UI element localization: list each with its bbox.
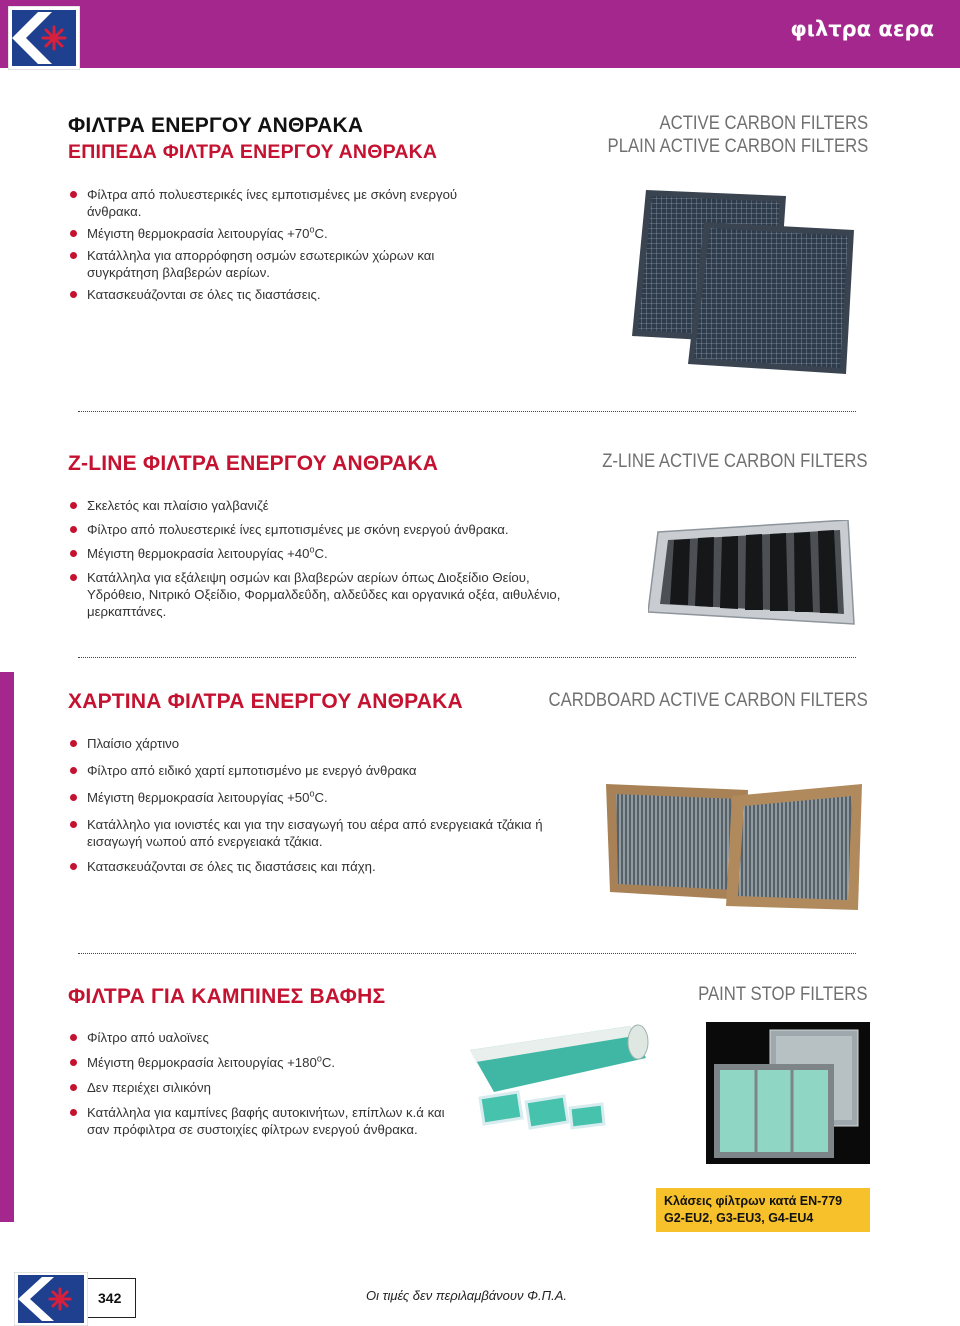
plain-carbon-filters-image bbox=[626, 188, 870, 378]
section-divider bbox=[78, 953, 856, 954]
filter-classes-values: G2-EU2, G3-EU3, G4-EU4 bbox=[664, 1211, 814, 1225]
section1-title: ΦΙΛΤΡΑ ΕΝΕΡΓΟΥ ΑΝΘΡΑΚΑ bbox=[68, 114, 364, 137]
bullet-item: Κατάλληλα για απορρόφηση οσμών εσωτερικών χώρων και συγκράτηση βλαβερών αερίων. bbox=[70, 247, 490, 281]
header-title: φιλτρα αερα bbox=[790, 17, 934, 41]
footer-vat-note: Οι τιμές δεν περιλαμβάνουν Φ.Π.Α. bbox=[366, 1288, 567, 1303]
bullet-item: Μέγιστη θερμοκρασία $\lambda\varepsilon\iota\tau o\upsilon\rho\gamma ί\alpha\varsigma +180^oC$. bbox=[70, 1054, 470, 1071]
bullet-item: Κατασκευάζονται σε όλες τις διαστάσεις. bbox=[70, 286, 490, 303]
bullet-item: Μέγιστη θερμοκρασία $\lambda\varepsilon\iota\tau o\upsilon\rho\gamma ί\alpha\varsigma +50^oC$. bbox=[70, 789, 570, 806]
section4-bullets bbox=[70, 1029, 470, 1138]
bullet-item: Σκελετός και πλαίσιο γαλβανιζέ bbox=[70, 497, 570, 514]
section2-title: Z-LINE ΦΙΛΤΡΑ ΕΝΕΡΓΟΥ ΑΝΘΡΑΚΑ bbox=[68, 452, 439, 475]
bullet-item: Φίλτρο από ειδικό χαρτί εμποτισμένο με ενεργό άνθρακα bbox=[70, 762, 570, 779]
section1-subtitle: ΕΠΙΠΕΔΑ ΦΙΛΤΡΑ ΕΝΕΡΓΟΥ ΑΝΘΡΑΚΑ bbox=[68, 141, 438, 163]
section4-title-en: PAINT STOP FILTERS bbox=[698, 984, 868, 1005]
footer-logo bbox=[14, 1272, 88, 1326]
section1-bullets bbox=[70, 186, 490, 303]
section-divider bbox=[78, 657, 856, 658]
bullet-item: Κατάλληλο για ιονιστές και για την εισαγωγή του αέρα από ενεργειακά τζάκια ή εισαγωγή νωπού από ενεργειακά τζάκια. bbox=[70, 816, 570, 850]
paint-stop-roll-image bbox=[470, 1024, 660, 1144]
z-line-filter-image bbox=[648, 520, 860, 630]
side-accent-bar bbox=[0, 672, 14, 1222]
filter-classes-title: Κλάσεις φίλτρων κατά EN-779 bbox=[664, 1194, 843, 1208]
section2-title-en: Z-LINE ACTIVE CARBON FILTERS bbox=[602, 451, 868, 472]
bullet-item: Φίλτρο από υαλοϊνες bbox=[70, 1029, 470, 1046]
page-number: 342 bbox=[88, 1278, 136, 1318]
bullet-item: Κατασκευάζονται σε όλες τις διαστάσεις και πάχη. bbox=[70, 858, 570, 875]
bullet-item: Κατάλληλα για καμπίνες βαφής αυτοκινήτων, επίπλων κ.ά και σαν πρόφιλτρα σε συστοιχίες φίλτρων ενεργού άνθρακα. bbox=[70, 1104, 470, 1138]
section2-bullets bbox=[70, 497, 570, 620]
section3-title: ΧΑΡΤΙΝΑ ΦΙΛΤΡΑ ΕΝΕΡΓΟΥ ΑΝΘΡΑΚΑ bbox=[68, 690, 463, 713]
bullet-item: Φίλτρα από πολυεστερικές ίνες εμποτισμένες με σκόνη ενεργού άνθρακα. bbox=[70, 186, 490, 220]
bullet-item: Φίλτρο από πολυεστερικέ ίνες εμποτισμένες με σκόνη ενεργού άνθρακα. bbox=[70, 521, 570, 538]
section1-subtitle-en: PLAIN ACTIVE CARBON FILTERS bbox=[607, 136, 868, 157]
section3-bullets bbox=[70, 735, 570, 875]
bullet-item: Πλαίσιο χάρτινο bbox=[70, 735, 570, 752]
section-divider bbox=[78, 411, 856, 412]
section4-title: ΦΙΛΤΡΑ ΓΙΑ ΚΑΜΠΙΝΕΣ ΒΑΦΗΣ bbox=[68, 985, 386, 1008]
bullet-item: Μέγιστη θερμοκρασία $\lambda\varepsilon\iota\tau o\upsilon\rho\gamma ί\alpha\varsigma +70^oC$. bbox=[70, 225, 490, 242]
paint-stop-frame-image bbox=[706, 1022, 870, 1164]
bullet-item: Δεν περιέχει σιλικόνη bbox=[70, 1079, 470, 1096]
bullet-item: Κατάλληλα για εξάλειψη οσμών και βλαβερών αερίων όπως Διοξείδιο Θείου, Υδρόθειο, Νιτρικό Οξείδιο, Φορμαλδεΰδη, αλδεΰδες και οργανικά οξέα, αιθυλένιο, μερκαπτάνες. bbox=[70, 569, 570, 620]
section3-title-en: CARDBOARD ACTIVE CARBON FILTERS bbox=[548, 690, 868, 711]
header-bar bbox=[0, 0, 960, 68]
company-logo bbox=[8, 6, 80, 70]
section1-title-en: ACTIVE CARBON FILTERS bbox=[659, 113, 868, 134]
filter-classes-box bbox=[656, 1188, 870, 1232]
bullet-item: Μέγιστη θερμοκρασία $\lambda\varepsilon\iota\tau o\upsilon\rho\gamma ί\alpha\varsigma +40^oC$. bbox=[70, 545, 570, 562]
cardboard-filters-image bbox=[606, 782, 864, 914]
